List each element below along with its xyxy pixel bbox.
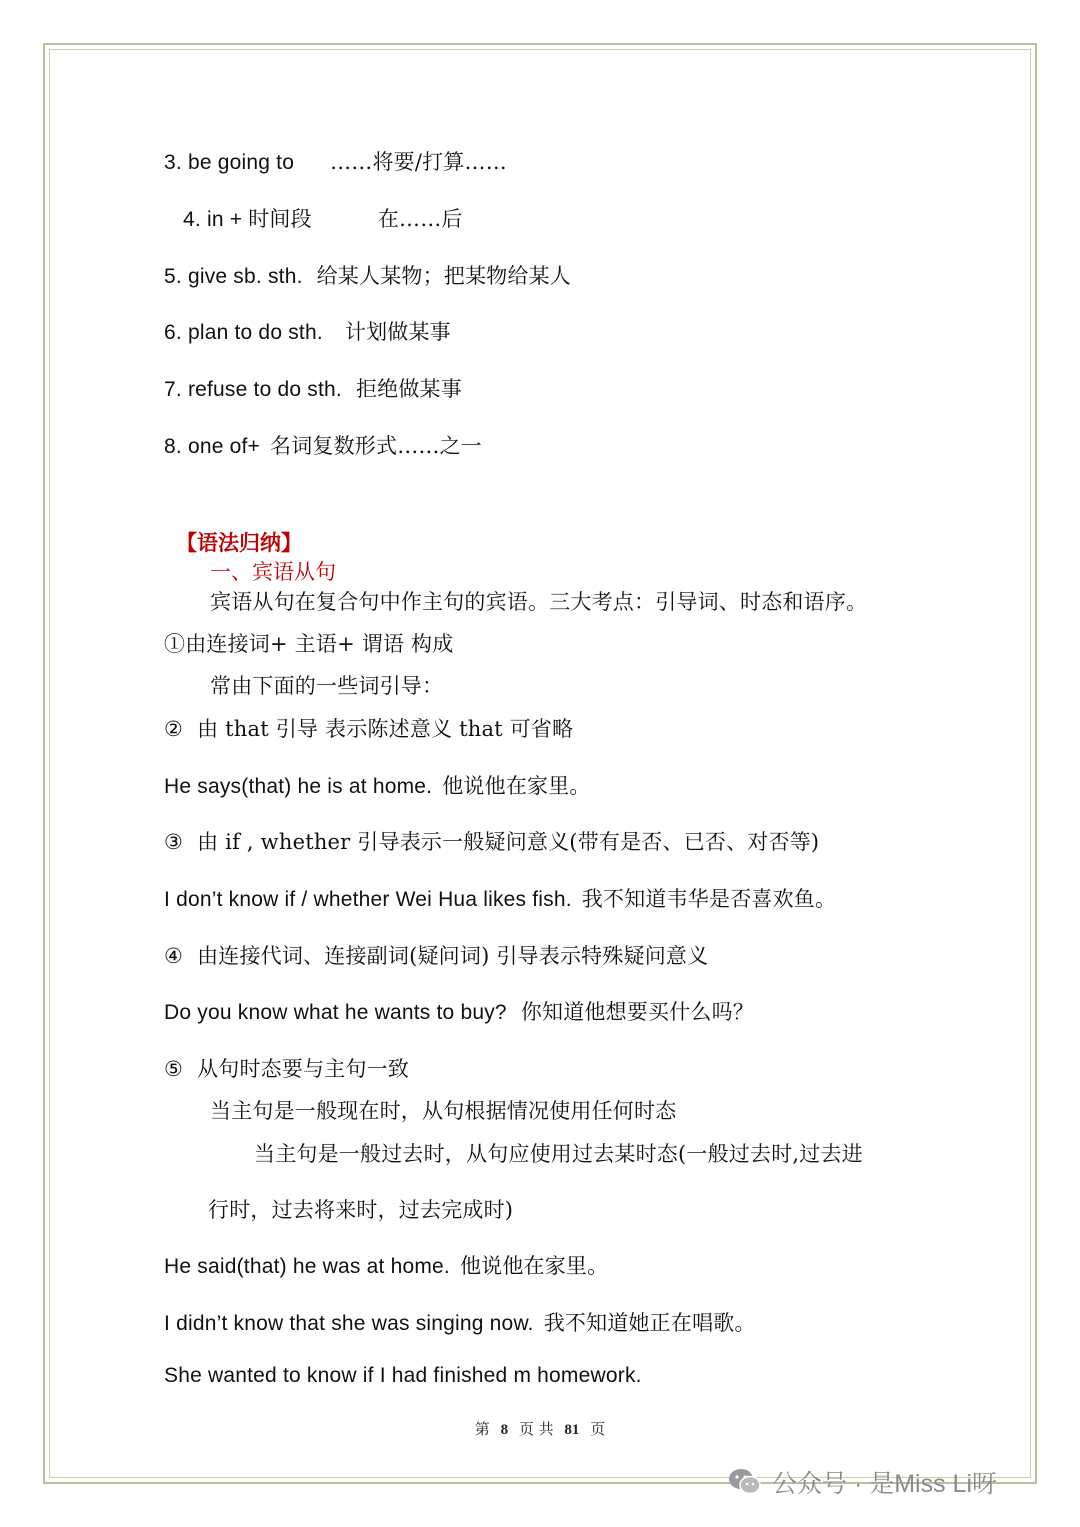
vocab-en: 4. in + 时间段: [183, 208, 312, 231]
vocab-item: [164, 146, 507, 176]
vocab-en: 7. refuse to do sth.: [164, 378, 342, 401]
footer-page-number: 8: [500, 1422, 509, 1438]
vocab-en: 8. one of+: [164, 435, 260, 458]
point-number: ②: [164, 717, 184, 741]
watermark-text: 公众号 · 是Miss Li呀: [772, 1470, 998, 1498]
example-sentence: [164, 883, 836, 913]
example-cn: 我不知道她正在唱歌。: [543, 1311, 756, 1335]
vocab-cn: 拒绝做某事: [355, 377, 462, 401]
point-number: ③: [164, 830, 184, 854]
footer-mid: 页 共: [518, 1420, 554, 1438]
point-2: [164, 713, 573, 743]
point-text: 由连接代词、连接副词(疑问词) 引导表示特殊疑问意义: [197, 944, 709, 968]
example-en: Do you know what he wants to buy?: [164, 1001, 507, 1024]
example-en: She wanted to know if I had finished m homework.: [164, 1364, 642, 1387]
point-1: ①由连接词+ 主语+ 谓语 构成: [164, 632, 454, 656]
tense-rule-past-cont: 行时，过去将来时，过去完成时): [208, 1198, 514, 1222]
vocab-item: [164, 260, 571, 290]
example-sentence: [164, 770, 591, 800]
example-en: I don’t know if / whether Wei Hua likes fish.: [164, 888, 572, 911]
vocab-cn: 给某人某物；把某物给某人: [316, 264, 572, 288]
vocab-cn: 在……后: [377, 207, 463, 231]
example-sentence: [164, 1307, 756, 1337]
common-intro: 常由下面的一些词引导：: [210, 674, 444, 698]
footer-suffix: 页: [590, 1420, 606, 1438]
tense-rule-past: 当主句是一般过去时，从句应使用过去某时态(一般过去时,过去进: [254, 1142, 863, 1166]
example-sentence: [164, 1250, 608, 1280]
point-number: ④: [164, 944, 184, 968]
point-5: [164, 1053, 409, 1083]
section-title: 【语法归纳】: [176, 530, 302, 555]
point-4: [164, 940, 708, 970]
example-cn: 你知道他想要买什么吗？: [520, 1000, 754, 1024]
example-en: He says(that) he is at home.: [164, 775, 433, 798]
point-3: [164, 826, 819, 856]
vocab-cn: ……将要/打算……: [330, 150, 507, 174]
footer-prefix: 第: [474, 1420, 490, 1438]
tense-rule-present: 当主句是一般现在时，从句根据情况使用任何时态: [210, 1099, 677, 1123]
vocab-en: 6. plan to do sth.: [164, 321, 323, 344]
intro-text: 宾语从句在复合句中作主句的宾语。三大考点：引导词、时态和语序。: [210, 590, 868, 614]
vocab-en: 5. give sb. sth.: [164, 265, 303, 288]
example-sentence: [164, 996, 754, 1026]
vocab-item: [164, 316, 451, 346]
example-sentence: [164, 1364, 642, 1388]
vocab-cn: 计划做某事: [344, 320, 451, 344]
subsection-title: 一、宾语从句: [210, 560, 336, 584]
vocab-item: [164, 373, 462, 403]
vocab-item: [183, 203, 463, 233]
vocab-cn: 名词复数形式……之一: [270, 434, 482, 458]
example-en: I didn’t know that she was singing now.: [164, 1312, 534, 1335]
footer-total-pages: 81: [564, 1422, 580, 1438]
point-text: 由 that 引导 表示陈述意义 that 可省略: [197, 717, 574, 741]
point-text: 从句时态要与主句一致: [197, 1057, 410, 1081]
example-en: He said(that) he was at home.: [164, 1255, 450, 1278]
page-footer: [0, 1418, 1080, 1439]
wechat-icon: [728, 1468, 762, 1496]
point-text: 由 if , whether 引导表示一般疑问意义(带有是否、已否、对否等): [197, 830, 820, 854]
vocab-item: [164, 430, 482, 460]
example-cn: 他说他在家里。: [442, 774, 591, 798]
example-cn: 我不知道韦华是否喜欢鱼。: [581, 887, 837, 911]
watermark: [728, 1464, 997, 1500]
example-cn: 他说他在家里。: [459, 1254, 609, 1278]
point-number: ⑤: [164, 1057, 184, 1081]
vocab-en: 3. be going to: [164, 151, 295, 174]
